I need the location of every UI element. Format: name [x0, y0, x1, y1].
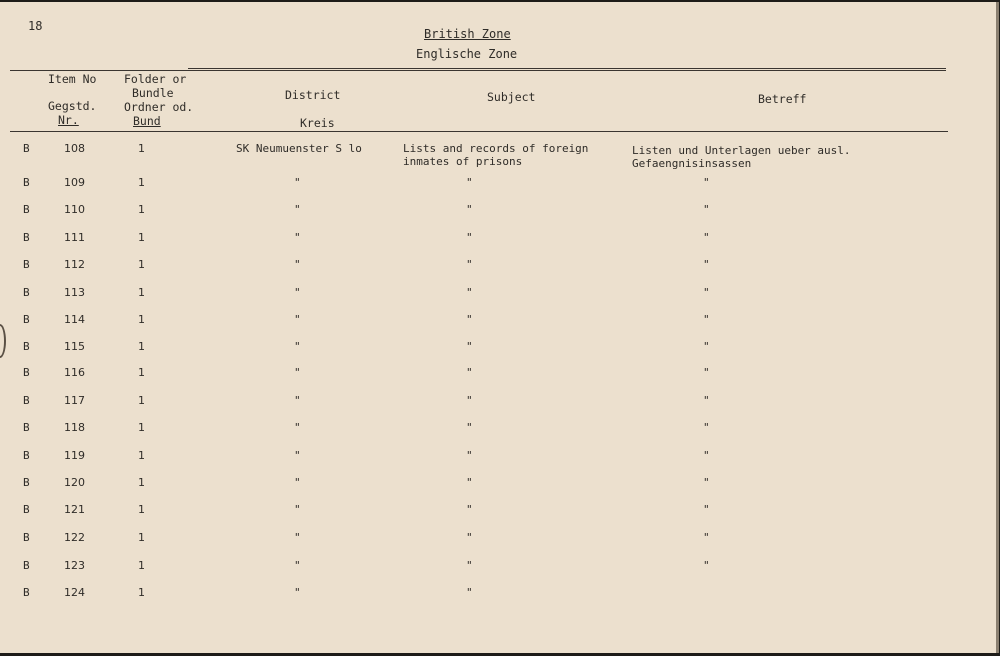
row-betreff: Listen und Unterlagen ueber ausl. Gefaengnisinsassen	[632, 144, 851, 170]
header-gegstd: Gegstd.	[48, 99, 97, 113]
row-district: "	[294, 258, 301, 271]
row-folder-count: 1	[138, 503, 145, 516]
table-row	[0, 203, 990, 223]
row-item-number: 115	[64, 340, 85, 353]
row-betreff: "	[703, 313, 710, 326]
header-district: District	[285, 88, 341, 102]
row-subject: "	[466, 258, 473, 271]
header-betreff: Betreff	[758, 92, 807, 106]
row-subject: "	[466, 503, 473, 516]
row-district: "	[294, 366, 301, 379]
table-row	[0, 559, 990, 579]
table-row	[0, 476, 990, 496]
row-district: "	[294, 476, 301, 489]
table-row	[0, 340, 990, 360]
table-row	[0, 231, 990, 251]
row-subject: "	[466, 586, 473, 599]
row-subject: "	[466, 421, 473, 434]
row-district: SK Neumuenster S lo	[236, 142, 362, 155]
row-district: "	[294, 203, 301, 216]
row-subject: "	[466, 340, 473, 353]
row-item-number: 120	[64, 476, 85, 489]
row-subject: "	[466, 476, 473, 489]
table-row	[0, 586, 990, 606]
row-district: "	[294, 586, 301, 599]
row-folder-count: 1	[138, 476, 145, 489]
row-subject: "	[466, 449, 473, 462]
row-folder-count: 1	[138, 586, 145, 599]
row-district: "	[294, 313, 301, 326]
row-betreff: "	[703, 531, 710, 544]
row-betreff: "	[703, 503, 710, 516]
row-folder-count: 1	[138, 531, 145, 544]
row-prefix: B	[23, 586, 30, 599]
header-bundle: Bundle	[132, 86, 174, 100]
zone-title-english: British Zone	[424, 27, 511, 41]
row-folder-count: 1	[138, 286, 145, 299]
row-district: "	[294, 503, 301, 516]
row-betreff: "	[703, 394, 710, 407]
row-prefix: B	[23, 421, 30, 434]
row-subject: "	[466, 366, 473, 379]
row-subject: Lists and records of foreign inmates of prisons	[403, 142, 589, 168]
header-ordner-od: Ordner od.	[124, 100, 194, 114]
row-betreff: "	[703, 366, 710, 379]
row-prefix: B	[23, 340, 30, 353]
row-item-number: 121	[64, 503, 85, 516]
row-betreff: "	[703, 231, 710, 244]
row-item-number: 112	[64, 258, 85, 271]
header-folder	[124, 72, 186, 100]
row-item-number: 109	[64, 176, 85, 189]
row-subject: "	[466, 203, 473, 216]
table-row	[0, 258, 990, 278]
row-folder-count: 1	[138, 394, 145, 407]
row-subject: "	[466, 286, 473, 299]
zone-title-german: Englische Zone	[416, 47, 518, 61]
row-item-number: 117	[64, 394, 85, 407]
row-betreff: "	[703, 286, 710, 299]
row-subject: "	[466, 176, 473, 189]
row-item-number: 122	[64, 531, 85, 544]
row-district: "	[294, 559, 301, 572]
row-folder-count: 1	[138, 203, 145, 216]
page-number: 18	[28, 19, 43, 33]
header-bund: Bund	[133, 114, 161, 128]
row-subject: "	[466, 531, 473, 544]
row-item-number: 108	[64, 142, 85, 155]
row-folder-count: 1	[138, 449, 145, 462]
row-item-number: 113	[64, 286, 85, 299]
row-folder-count: 1	[138, 313, 145, 326]
row-betreff: "	[703, 559, 710, 572]
row-prefix: B	[23, 286, 30, 299]
header-kreis: Kreis	[300, 116, 335, 130]
table-row	[0, 366, 990, 386]
row-betreff: "	[703, 176, 710, 189]
row-prefix: B	[23, 476, 30, 489]
row-subject: "	[466, 231, 473, 244]
row-betreff: "	[703, 421, 710, 434]
header-subject: Subject	[487, 90, 536, 104]
row-prefix: B	[23, 531, 30, 544]
row-prefix: B	[23, 503, 30, 516]
row-betreff: "	[703, 340, 710, 353]
row-item-number: 119	[64, 449, 85, 462]
row-betreff: "	[703, 449, 710, 462]
row-item-number: 114	[64, 313, 85, 326]
row-district: "	[294, 286, 301, 299]
table-row	[0, 176, 990, 196]
document-page	[0, 2, 999, 653]
table-row	[0, 531, 990, 551]
row-subject: "	[466, 313, 473, 326]
row-district: "	[294, 449, 301, 462]
table-row	[0, 421, 990, 441]
row-prefix: B	[23, 203, 30, 216]
table-row	[0, 286, 990, 306]
row-item-number: 116	[64, 366, 85, 379]
row-district: "	[294, 340, 301, 353]
table-row	[0, 142, 990, 170]
header-bottom-rule	[10, 131, 948, 132]
row-prefix: B	[23, 394, 30, 407]
row-betreff: "	[703, 203, 710, 216]
row-folder-count: 1	[138, 340, 145, 353]
row-subject: "	[466, 559, 473, 572]
header-item-no: Item No	[48, 72, 97, 86]
row-folder-count: 1	[138, 559, 145, 572]
row-item-number: 111	[64, 231, 85, 244]
row-item-number: 123	[64, 559, 85, 572]
row-prefix: B	[23, 559, 30, 572]
table-row	[0, 503, 990, 523]
row-district: "	[294, 421, 301, 434]
row-prefix: B	[23, 231, 30, 244]
row-folder-count: 1	[138, 421, 145, 434]
table-row	[0, 394, 990, 414]
row-prefix: B	[23, 176, 30, 189]
row-folder-count: 1	[138, 142, 145, 155]
row-betreff: "	[703, 476, 710, 489]
row-district: "	[294, 176, 301, 189]
row-district: "	[294, 394, 301, 407]
row-subject: "	[466, 394, 473, 407]
row-prefix: B	[23, 366, 30, 379]
table-row	[0, 313, 990, 333]
row-prefix: B	[23, 258, 30, 271]
row-district: "	[294, 231, 301, 244]
row-folder-count: 1	[138, 176, 145, 189]
row-folder-count: 1	[138, 231, 145, 244]
row-prefix: B	[23, 449, 30, 462]
row-item-number: 118	[64, 421, 85, 434]
header-top-rule-2	[10, 70, 946, 71]
row-folder-count: 1	[138, 366, 145, 379]
table-row	[0, 449, 990, 469]
row-item-number: 110	[64, 203, 85, 216]
header-top-rule	[188, 68, 946, 69]
row-prefix: B	[23, 313, 30, 326]
row-prefix: B	[23, 142, 30, 155]
header-folder-or: Folder or	[124, 72, 187, 86]
row-item-number: 124	[64, 586, 85, 599]
row-betreff: "	[703, 258, 710, 271]
header-nr: Nr.	[58, 113, 79, 127]
row-district: "	[294, 531, 301, 544]
row-folder-count: 1	[138, 258, 145, 271]
